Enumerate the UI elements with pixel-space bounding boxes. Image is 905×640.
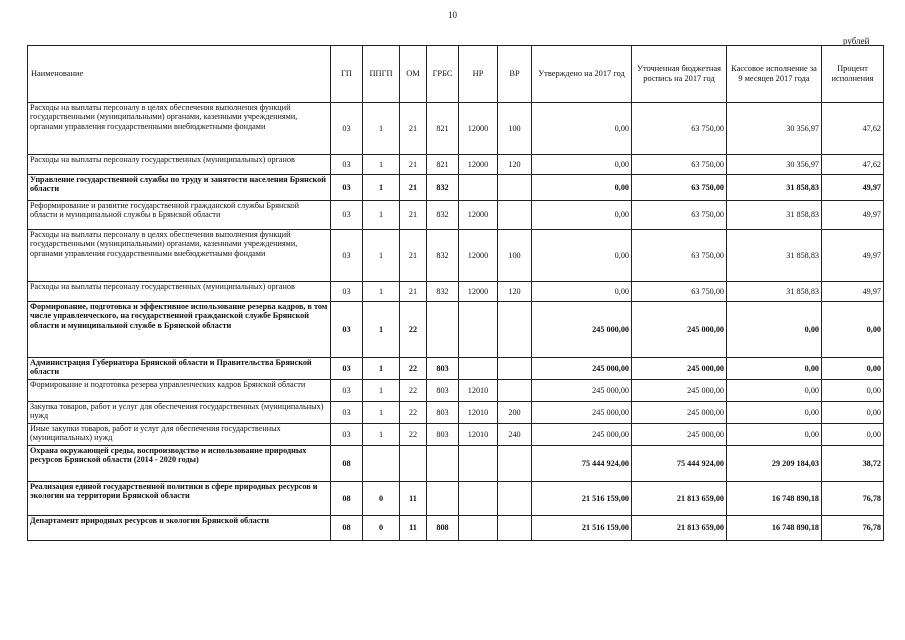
cell-pgp: 1 <box>363 424 400 446</box>
cell-approved: 0,00 <box>532 201 632 230</box>
cell-cash: 31 858,83 <box>727 175 822 201</box>
cell-refined: 63 750,00 <box>632 103 727 155</box>
cell-vr <box>498 516 532 541</box>
cell-np <box>459 358 498 380</box>
header-name: Наименование <box>28 46 331 103</box>
cell-pgp: 0 <box>363 516 400 541</box>
cell-gp: 03 <box>331 380 363 402</box>
cell-gp: 03 <box>331 230 363 282</box>
cell-pgp: 1 <box>363 201 400 230</box>
cell-grbs: 821 <box>427 155 459 175</box>
cell-gp: 03 <box>331 358 363 380</box>
table-row <box>28 380 884 402</box>
cell-pgp: 1 <box>363 230 400 282</box>
cell-approved: 245 000,00 <box>532 424 632 446</box>
cell-name: Администрация Губернатора Брянской области и Правительства Брянской области <box>28 358 331 380</box>
cell-vr <box>498 175 532 201</box>
cell-pgp: 1 <box>363 380 400 402</box>
cell-np <box>459 446 498 482</box>
cell-om: 21 <box>400 155 427 175</box>
cell-percent: 76,78 <box>822 482 884 516</box>
cell-gp: 03 <box>331 402 363 424</box>
cell-np <box>459 302 498 358</box>
cell-om: 11 <box>400 516 427 541</box>
cell-om: 22 <box>400 380 427 402</box>
cell-vr: 100 <box>498 103 532 155</box>
table-row <box>28 175 884 201</box>
cell-name: Закупка товаров, работ и услуг для обеспечения государственных (муниципальных) нужд <box>28 402 331 424</box>
table-row <box>28 402 884 424</box>
cell-approved: 75 444 924,00 <box>532 446 632 482</box>
header-refined: Уточненная бюджетная роспись на 2017 год <box>632 46 727 103</box>
cell-gp: 03 <box>331 175 363 201</box>
cell-name: Управление государственной службы по труду и занятости населения Брянской области <box>28 175 331 201</box>
cell-grbs: 803 <box>427 402 459 424</box>
cell-om: 22 <box>400 302 427 358</box>
cell-grbs: 832 <box>427 230 459 282</box>
cell-refined: 21 813 659,00 <box>632 482 727 516</box>
table-row <box>28 302 884 358</box>
cell-vr: 240 <box>498 424 532 446</box>
header-grbs: ГРБС <box>427 46 459 103</box>
cell-vr: 120 <box>498 155 532 175</box>
cell-cash: 29 209 184,03 <box>727 446 822 482</box>
cell-om: 21 <box>400 230 427 282</box>
cell-name: Реформирование и развитие государственной гражданской службы Брянской области и муниципальной службы в Брянской области <box>28 201 331 230</box>
cell-name: Департамент природных ресурсов и экологии Брянской области <box>28 516 331 541</box>
cell-om: 21 <box>400 103 427 155</box>
cell-np: 12010 <box>459 402 498 424</box>
cell-percent: 0,00 <box>822 402 884 424</box>
cell-percent: 49,97 <box>822 201 884 230</box>
cell-np: 12000 <box>459 201 498 230</box>
cell-name: Реализация единой государственной политики в сфере природных ресурсов и экологии на территории Брянской области <box>28 482 331 516</box>
table-row <box>28 230 884 282</box>
cell-percent: 0,00 <box>822 424 884 446</box>
cell-vr <box>498 358 532 380</box>
cell-vr <box>498 380 532 402</box>
cell-cash: 30 356,97 <box>727 103 822 155</box>
header-cash: Кассовое исполнение за 9 месяцев 2017 года <box>727 46 822 103</box>
header-percent: Процент исполнения <box>822 46 884 103</box>
cell-gp: 03 <box>331 302 363 358</box>
cell-np <box>459 482 498 516</box>
cell-np: 12010 <box>459 380 498 402</box>
cell-gp: 03 <box>331 155 363 175</box>
cell-pgp: 0 <box>363 482 400 516</box>
cell-om: 21 <box>400 282 427 302</box>
cell-gp: 08 <box>331 482 363 516</box>
cell-percent: 38,72 <box>822 446 884 482</box>
cell-gp: 03 <box>331 424 363 446</box>
cell-cash: 0,00 <box>727 358 822 380</box>
cell-grbs: 803 <box>427 380 459 402</box>
cell-percent: 49,97 <box>822 230 884 282</box>
cell-name: Расходы на выплаты персоналу в целях обеспечения выполнения функций государственными (муниципальными) органами, казенными учреждениями, органами управления государственными внебюджетными фондами <box>28 230 331 282</box>
cell-name: Формирование и подготовка резерва управленческих кадров Брянской области <box>28 380 331 402</box>
cell-np: 12000 <box>459 230 498 282</box>
cell-pgp: 1 <box>363 302 400 358</box>
cell-grbs: 803 <box>427 358 459 380</box>
cell-om: 11 <box>400 482 427 516</box>
cell-approved: 0,00 <box>532 282 632 302</box>
cell-cash: 31 858,83 <box>727 282 822 302</box>
header-np: НР <box>459 46 498 103</box>
cell-grbs: 832 <box>427 201 459 230</box>
cell-np <box>459 516 498 541</box>
cell-vr: 200 <box>498 402 532 424</box>
table-row <box>28 201 884 230</box>
cell-approved: 245 000,00 <box>532 402 632 424</box>
cell-cash: 0,00 <box>727 424 822 446</box>
cell-gp: 03 <box>331 201 363 230</box>
cell-gp: 08 <box>331 446 363 482</box>
budget-table <box>27 45 884 541</box>
cell-cash: 16 748 890,18 <box>727 516 822 541</box>
cell-grbs <box>427 446 459 482</box>
cell-percent: 47,62 <box>822 103 884 155</box>
table-row <box>28 103 884 155</box>
cell-np: 12000 <box>459 282 498 302</box>
cell-gp: 03 <box>331 103 363 155</box>
table-row <box>28 358 884 380</box>
cell-pgp: 1 <box>363 402 400 424</box>
cell-vr: 100 <box>498 230 532 282</box>
cell-grbs <box>427 482 459 516</box>
cell-percent: 0,00 <box>822 380 884 402</box>
cell-vr <box>498 302 532 358</box>
cell-pgp: 1 <box>363 155 400 175</box>
cell-cash: 31 858,83 <box>727 230 822 282</box>
table-row <box>28 516 884 541</box>
cell-approved: 245 000,00 <box>532 358 632 380</box>
cell-cash: 0,00 <box>727 380 822 402</box>
cell-grbs <box>427 302 459 358</box>
header-pgp: ППГП <box>363 46 400 103</box>
cell-refined: 63 750,00 <box>632 230 727 282</box>
cell-om: 22 <box>400 358 427 380</box>
cell-om: 21 <box>400 201 427 230</box>
table-row <box>28 482 884 516</box>
cell-name: Иные закупки товаров, работ и услуг для обеспечения государственных (муниципальных) нужд <box>28 424 331 446</box>
cell-refined: 245 000,00 <box>632 424 727 446</box>
cell-vr <box>498 482 532 516</box>
cell-percent: 47,62 <box>822 155 884 175</box>
cell-pgp: 1 <box>363 358 400 380</box>
cell-gp: 08 <box>331 516 363 541</box>
cell-refined: 21 813 659,00 <box>632 516 727 541</box>
cell-name: Расходы на выплаты персоналу в целях обеспечения выполнения функций государственными (муниципальными) органами, казенными учреждениями, органами управления государственными внебюджетными фондами <box>28 103 331 155</box>
cell-percent: 76,78 <box>822 516 884 541</box>
cell-name: Формирование, подготовка и эффективное использование резерва кадров, в том числе управленческого, на государственной гражданской службе Брянской области и муниципальной службе в Брянской области <box>28 302 331 358</box>
page-number: 10 <box>448 10 457 20</box>
cell-pgp: 1 <box>363 175 400 201</box>
cell-cash: 0,00 <box>727 402 822 424</box>
cell-refined: 245 000,00 <box>632 358 727 380</box>
cell-om: 22 <box>400 402 427 424</box>
cell-np: 12010 <box>459 424 498 446</box>
cell-refined: 63 750,00 <box>632 155 727 175</box>
table-header-row <box>28 46 884 103</box>
cell-percent: 49,97 <box>822 175 884 201</box>
cell-cash: 16 748 890,18 <box>727 482 822 516</box>
cell-vr <box>498 201 532 230</box>
cell-pgp <box>363 446 400 482</box>
cell-refined: 63 750,00 <box>632 201 727 230</box>
cell-np: 12000 <box>459 155 498 175</box>
cell-grbs: 808 <box>427 516 459 541</box>
table-row <box>28 282 884 302</box>
cell-approved: 21 516 159,00 <box>532 516 632 541</box>
cell-percent: 0,00 <box>822 358 884 380</box>
table-row <box>28 424 884 446</box>
cell-grbs: 803 <box>427 424 459 446</box>
table-row <box>28 446 884 482</box>
cell-grbs: 832 <box>427 175 459 201</box>
cell-cash: 30 356,97 <box>727 155 822 175</box>
cell-name: Расходы на выплаты персоналу государственных (муниципальных) органов <box>28 155 331 175</box>
cell-approved: 0,00 <box>532 155 632 175</box>
cell-pgp: 1 <box>363 103 400 155</box>
cell-percent: 49,97 <box>822 282 884 302</box>
table-row <box>28 155 884 175</box>
cell-approved: 0,00 <box>532 175 632 201</box>
cell-np <box>459 175 498 201</box>
cell-name: Охрана окружающей среды, воспроизводство и использование природных ресурсов Брянской области (2014 - 2020 годы) <box>28 446 331 482</box>
cell-vr <box>498 446 532 482</box>
cell-om: 21 <box>400 175 427 201</box>
cell-pgp: 1 <box>363 282 400 302</box>
cell-cash: 0,00 <box>727 302 822 358</box>
cell-approved: 21 516 159,00 <box>532 482 632 516</box>
cell-name: Расходы на выплаты персоналу государственных (муниципальных) органов <box>28 282 331 302</box>
cell-approved: 0,00 <box>532 103 632 155</box>
cell-refined: 63 750,00 <box>632 175 727 201</box>
cell-gp: 03 <box>331 282 363 302</box>
cell-refined: 245 000,00 <box>632 380 727 402</box>
cell-om: 22 <box>400 424 427 446</box>
cell-cash: 31 858,83 <box>727 201 822 230</box>
cell-percent: 0,00 <box>822 302 884 358</box>
header-vr: ВР <box>498 46 532 103</box>
cell-vr: 120 <box>498 282 532 302</box>
cell-approved: 245 000,00 <box>532 302 632 358</box>
header-om: ОМ <box>400 46 427 103</box>
cell-om <box>400 446 427 482</box>
cell-grbs: 832 <box>427 282 459 302</box>
cell-refined: 75 444 924,00 <box>632 446 727 482</box>
cell-grbs: 821 <box>427 103 459 155</box>
unit-label: рублей <box>843 36 870 46</box>
header-approved: Утверждено на 2017 год <box>532 46 632 103</box>
cell-approved: 0,00 <box>532 230 632 282</box>
cell-refined: 245 000,00 <box>632 402 727 424</box>
cell-refined: 63 750,00 <box>632 282 727 302</box>
header-gp: ГП <box>331 46 363 103</box>
cell-np: 12000 <box>459 103 498 155</box>
cell-approved: 245 000,00 <box>532 380 632 402</box>
cell-refined: 245 000,00 <box>632 302 727 358</box>
